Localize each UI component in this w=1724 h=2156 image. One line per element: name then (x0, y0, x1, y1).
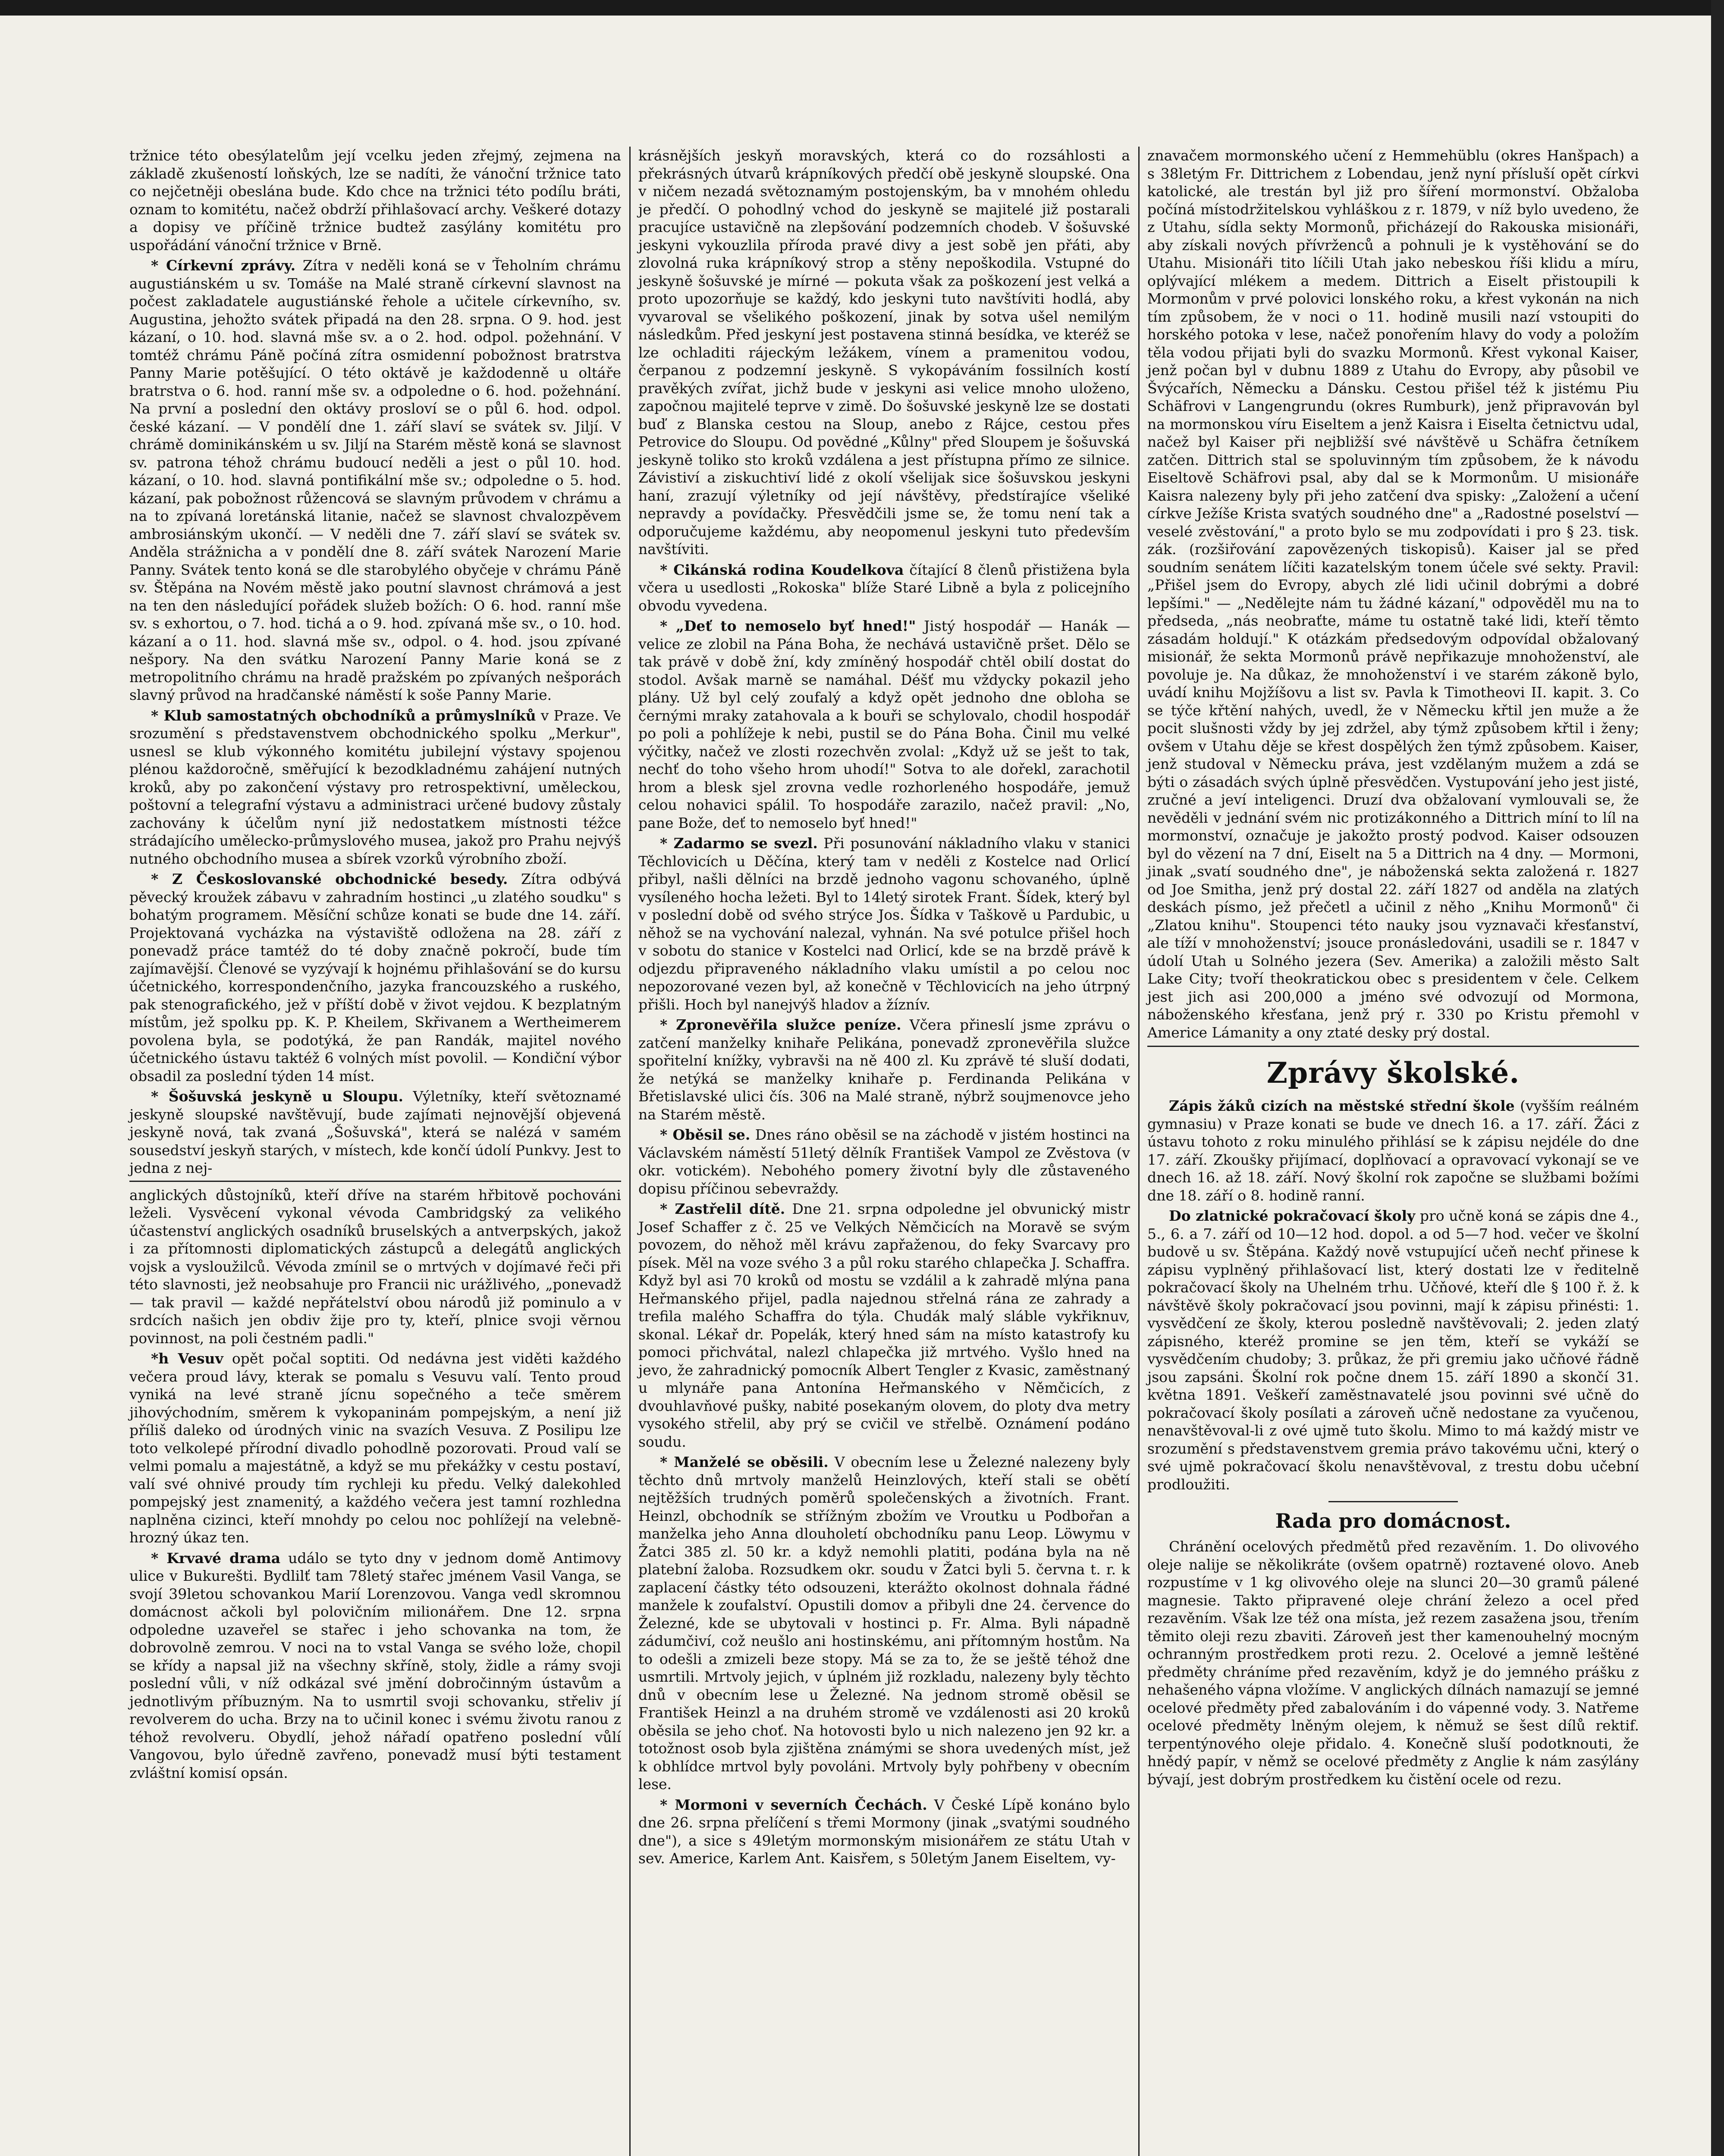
article-text: V České Lípě konáno bylo dne 26. srpna přelíčení s třemi Mormony (jinak „svatými soudného dne"), a sice s 49letým mormonským misionářem ze státu Utah v sev. Americe, Karlem Ant. Kaisřem, s 50letým Janem Eiseltem, vy- (638, 1796, 1130, 1867)
article-text: Zítra odbývá pěvecký kroužek zábavu v zahradním hostinci „u zlatého soudku" s bohatým programem. Měsíční schůze konati se bude dne 14. září. Projektovaná vycházka na výstaviště odložena na 28. září z ponevadž práce tamtéž do té doby značně pokročí, bude tím zajímavější. Členové se vyzývají k hojnému přihlašování se do kursu účetnického, korrespondenčního, jazyka francouzského a ruského, pak stenografického, jež v příští době v život vejdou. K bezplatným místům, jež spolku pp. K. P. Kheilem, Skřivanem a Wertheimerem povolena byla, se podotýká, že pan Randák, majitel nového účetnického ústavu taktéž 6 volných míst povolil. — Kondiční výbor obsadil za poslední týden 14 míst. (129, 871, 621, 1084)
article-text: krásnějších jeskyň moravských, která co do rozsáhlosti a překrásných útvarů krápníkových předčí obě jeskyně sloupské. Ona v ničem nezadá světoznamým postojenským, ba v mnohém ohledu je předčí. O pohodlný vchod do jeskyně se majitelé již postarali pracujíce ustavičně na zlepšování podzemních chodeb. V šošuvské jeskyni vykouzlila příroda pravé divy a jest sobě jen přáti, aby zlovolná ruka krápníkový strop a stěny nepoškodila. Vstupné do jeskyně šošuvské je mírné — pokuta však za poškození jest velká a proto upozorňuje se každý, kdo jeskyni tuto navštíviti hodlá, aby vyvaroval se všelikého poškození, jinak by sotva ušel nemilým následkům. Před jeskyní jest postavena stinná besídka, ve kteréž se lze ochladiti rájeckým ležákem, vínem a pramenitou vodou, čerpanou z podzemní jeskyně. S vykopáváním fossilních kostí pravěkých zvířat, jichž bude v jeskyni asi velice mnoho uloženo, započnou majitelé teprve v zimě. Do šošuvské jeskyně lze se dostati buď z Blanska cestou na Sloup, anebo z Rájce, cestou přes Petrovice do Sloupu. Od povědné „Kůlny" před Sloupem je šošuvská jeskyně toliko sto kroků vzdálena a jest přístupna přímo ze silnice. Závistiví a ziskuchtiví lidé z okolí všelijak sice šošuvskou jeskyni haní, zrazují výletníky od její návštěvy, předstírajíce všeliké nepravdy a povídačky. Přesvědčili jsme se, že tomu není tak a odporučujeme každému, aby neopomenul jeskyni tuto především navštíviti. (638, 147, 1130, 558)
article (638, 617, 1130, 832)
section-heading-school-news: Zprávy školské. (1266, 1056, 1520, 1090)
column-3 (1147, 147, 1639, 1791)
article-text: V obecním lese u Železné nalezeny byly těchto dnů mrtvoly manželů Heinzlových, kteří stali se obětí nejtěžších trudných poměrů společenských a životních. Frant. Heinzl, obchodník se střížným zbožím ve Vroutku u Podbořan a manželka jeho Anna dlouholetí obchodníku panu Leop. Löwymu v Žatci 385 zl. 50 kr. a když nemohli platiti, podána byla na ně platební žaloba. Rozsudkem okr. soudu v Žatci byli 5. června t. r. k zaplacení částky této odsouzeni, kterážto okolnost dohnala řádné manžele k zoufalství. Opustili domov a přibyli dne 24. července do Železné, kde se ubytovali v hostinci p. Fr. Alma. Byli nápadně zádumčiví, což neušlo ani hostinskému, ani přítomným hostům. Na to odešli a zmizeli beze stopy. Má se za to, že se ještě téhož dne usmrtili. Mrtvoly jejich, v úplném již rozkladu, nalezeny byly těchto dnů v obecním lese u Železné. Na jednom stromě oběsil se František Heinzl a na druhém stromě ve vzdálenosti asi 20 kroků oběsila se jeho choť. Na hotovosti bylo u nich nalezeno jen 92 kr. a totožnost osob byla zjištěna známými se shora uvedených míst, jež k obhlídce mrtvol byly povoláni. Mrtvoly byly pohřbeny v obecním lese. (638, 1454, 1130, 1792)
article (129, 1350, 621, 1547)
article-text: opět počal soptiti. Od nedávna jest viděti každého večera proud lávy, kterak se pomalu s Vesuvu valí. Tento proud vyniká na levé straně jícnu sopečného a teče směrem jihovýchodním, směrem k vykopaninám pompejským, a není již příliš daleko od úrodných vinic na svazích Vesuva. Z Posilipu lze toto velkolepé přírodní divadlo pohodlně pozorovati. Proud valí se velmi pomalu a majestátně, a když se mu překážky v cestu postaví, valí své ohnivé proudy tím rychleji ku předu. Velký dalekohled pompejský jest znamenitý, a každého večera jest tamní rozhledna naplněna cizinci, kteří mnohdy po celou noc pohlížejí na velebně-hrozný úkaz ten. (129, 1350, 621, 1546)
article (129, 707, 621, 868)
article-text: (vyšším reálném gymnasiu) v Praze konati se bude ve dnech 16. a 17. září. Žáci z ústavu tohoto z roku minulého přihlásí se k zápisu nejdéle do dne 17. září. Zkoušky přijímací, doplňovací a opravovací vykonají se ve dnech 16. až 18. září. Nový školní rok započne se službami božími dne 18. září o 8. hodině ranní. (1147, 1097, 1639, 1204)
article (638, 1453, 1130, 1793)
article (638, 1126, 1130, 1197)
scan-edge-top (0, 0, 1724, 16)
article-text: Chránění ocelových předmětů před rezavěním. 1. Do olivového oleje nalije se několikráte (ovšem opatrně) roztavené olovo. Aneb rozpustíme v 1 kg olivového oleje na slunci 20—30 gramů pálené magnesie. Takto připravené oleje chrání železo a ocel před rezavěním. Však lze též ona místa, jež rezem zasažena jsou, třením těmito oleji rezu zbaviti. Zároveň jest ther kamenouhelný mocným ochranným prostředkem proti rezu. 2. Ocelové a jemně leštěné předměty chráníme před rezavěním, když je do jemného prášku z nehašeného vápna vložíme. V anglických dílnách namazují se jemné ocelové předměty před zabalováním i do vápenné vody. 3. Natřeme ocelové předměty lněným olejem, k němuž se šest dílů rektif. terpentýnového oleje přidalo. 4. Konečně sluší podotknouti, že hnědý papír, v němž se ocelové předměty z Anglie k nám zasýlány bývají, jest dobrým prostředkem ku čistění ocele od rezu. (1147, 1538, 1639, 1788)
article (638, 1200, 1130, 1451)
article-heading: * Zpronevěřila služce peníze. (660, 1016, 901, 1033)
article-text: Dne 21. srpna odpoledne jel obvunický mistr Josef Schaffer z č. 25 ve Velkých Němčicích na Moravě se svým povozem, do něhož měl krávu zapřaženou, do feky Svarcavy pro písek. Měl na voze svého 3 a půl roku starého chlapečka J. Schaffra. Když byl asi 70 kroků od mostu se vzdálil a k zahradě mlýna pana Heřmanského přijel, padla najednou střelná rána ze zahrady a trefila malého Schaffra do týla. Chudák malý sláble vykřiknuv, skonal. Lékař dr. Popelák, který hned sám na místo katastrofy ku pomoci přichvátal, nalezl chlapečka již mrtvého. Vyšlo hned na jevo, že zahradnický pomocník Albert Tengler z Kvasic, zaměstnaný u mlynáře pana Antonína Heřmanského v Němčicích, z dvouhlavňové pušky, nabité posekaným olovem, do ploty dva metry vysokého střelil, aby prý se cvičil ve střelbě. Oznámení podáno soudu. (638, 1200, 1130, 1450)
article (638, 1016, 1130, 1123)
article-heading: * Klub samostatných obchodníků a průmyslníků (151, 707, 536, 724)
article-text: Při posunování nákladního vlaku v stanici Těchlovicích u Děčína, který tam v neděli z Kostelce nad Orlicí přibyl, našli dělníci na brzdě jednoho vagonu schovaného, úplně vysíleného hocha ležeti. Byl to 14letý sirotek Frant. Šídek, který byl v poslední době od svého strýce Jos. Šídka v Taškově u Pardubic, u něhož se na vychování nalezal, vyhnán. Na své potulce přišel hoch v sobotu do stanice v Kostelci nad Orlicí, kde se na brzdě právě k odjezdu připraveného nákladního vlaku umístil a po celou noc nepozorované vezen byl, až konečně v Těchlovicích na jeho útrpný přišli. Hoch byl nanejvýš hladov a žíznív. (638, 835, 1130, 1013)
article-heading: * Mormoni v severních Čechách. (660, 1796, 927, 1813)
article-text: Výletníky, kteří světoznamé jeskyně sloupské navštěvují, bude zajímati nejnovější objevená jeskyně nová, tak zvaná „Šošuvská", která se nalézá v samém sousedství jeskyň starých, v místech, kde končí údolí Punkvy. Jest to jedna z nej- (129, 1088, 621, 1176)
article (1147, 1207, 1639, 1493)
column-1 (129, 147, 621, 1784)
article-text: Zítra v neděli koná se v Ťeholním chrámu augustiánském u sv. Tomáše na Malé straně církevní slavnost na počest zakladatele augustiánské řehole a učitele církevního, sv. Augustina, jehožto svátek připadá na den 28. srpna. O 9. hod. jest kázaní, o 10. hod. slavná mše sv. a o 2. hod. odpol. požehnání. V tomtéž chrámu Páně počíná zítra osmidenní pobožnost bratrstva Panny Marie potěšující. O této oktávě je každodenně u oltáře bratrstva o 6. hod. ranní mše sv. a odpoledne o 6. hod. požehnání. Na první a poslední den oktávy prosloví se o půl 6. hod. odpol. české kázaní. — V pondělí dne 1. září slaví se svátek sv. Jiljí. V chrámě dominikánském u sv. Jiljí na Starém městě koná se slavnost sv. patrona téhož chrámu budoucí neděli a jest o půl 10. hod. kázaní, o 10. hod. slavná pontifikální mše sv.; odpoledne o 5. hod. kázaní, pak pobožnost růžencová se slavným průvodem v chrámu a na to zpívaná loretánská litanie, načež se slavnost chvalozpěvem ambrosiánským ukončí. — V neděli dne 7. září slaví se svátek sv. Anděla strážnicha a v pondělí dne 8. září svátek Narození Marie Panny. Svátek tento koná se dle starobylého obyčeje v chrámu Páně sv. Štěpána na Novém městě jako poutní slavnost chrámová a jest na ten den následující pořádek služeb božích: O 6. hod. ranní mše sv. s exhortou, o 7. hod. tichá a o 9. hod. zpívaná mše sv., o 10. hod. kázaní a o 11. hod. slavná mše sv., odpol. o 4. hod. jsou zpívané nešpory. Na den svátku Narození Panny Marie koná se z metropolitního chrámu na hradě pražském po zpívaných nešporách slavný průvod na hradčanské náměstí k soše Panny Marie. (129, 257, 621, 703)
article-text: pro učně koná se zápis dne 4., 5., 6. a 7. září od 10—12 hod. dopol. a od 5—7 hod. večer ve školní budově u sv. Štěpána. Každý nově vstupující učeň nechť přinese k zápisu vyplněný přihlašovací list, který dostati lze v ředitelně pokračovací školy na Uhelném trhu. Učňové, kteří dle § 100 ř. ž. k návštěvě školy pokračovací jsou povinni, mají k zápisu přinésti: 1. vysvědčení ze školy, kterou posledně navštěvovali; 2. jeden zlatý zápisného, kteréž promine se jen těm, kteří se vykáží se vysvědčením chudoby; 3. průkaz, že při gremiu jako učňové řádně jsou zapsáni. Školní rok počne dnem 15. září 1890 a skončí 31. května 1891. Veškeří zaměstnavatelé jsou povinni své učně do pokračovací školy posílati a zároveň učně nedostane za vyučenou, nenavštěvoval-li z ové ujmě tuto školu. Mimo to má každý mistr ve srozumění s představenstvem gremia právo takovému učni, který o své ujmě pokračovací školu nenavštěvoval, z trestu dobu učební prodloužiti. (1147, 1207, 1639, 1493)
article-text: v Praze. Ve srozumění s představenstvem obchodnického spolku „Merkur", usnesl se klub výkonného komitétu jubilejní výstavy spojenou plénou každoročně, směřující k bezodkladnému zahájení nutných kroků, aby po zakončení výstavy pro retrospektivní, uměleckou, poštovní a telegrafní výstavu a administraci určené budovy zůstaly zachovány k účelům nyní již nedostatkem místnosti téžce strádajícího umělecko-průmyslového musea, jakož pro Prahu nejvýš nutného obchodního musea a sbírek vzorků výrobního zboží. (129, 707, 621, 867)
article (638, 1796, 1130, 1868)
article-heading: * Oběsil se. (660, 1126, 751, 1143)
column-divider (1138, 147, 1140, 2156)
article-heading: * Šošuvská jeskyně u Sloupu. (151, 1088, 404, 1105)
newspaper-page (129, 147, 1639, 2156)
article-heading: * „Deť to nemoselo byť hned!" (660, 617, 916, 634)
article-heading: * Z Českoslovanské obchodnické besedy. (151, 871, 508, 887)
article (129, 257, 621, 704)
article-heading: *h Vesuv (151, 1350, 223, 1367)
article-text: znavačem mormonského učení z Hemmehüblu (okres Hanšpach) a s 38letým Fr. Dittrichem z Lobendau, jenž nyní přísluší opět církvi katolické, ale trestán byl již pro šíření mormonství. Obžaloba počíná místodržitelskou vyhláškou z r. 1879, v níž bylo uvedeno, že z Utahu, sídla sekty Mormonů, přicházejí do Rakouska misionáři, aby získali nových přívrženců a pohnuli je k vystěhování se do Utahu. Misionáři tito líčili Utah jako nebeskou říši klidu a míru, oplývající mlékem a medem. Dittrich a Eiselt přistoupili k Mormonům v prvé polovici lonského roku, a křest vykonán na nich tím způsobem, že v noci o 11. hodině musili nazí vstoupiti do horského potoka v lese, načež ponořením hlavy do vody a položím těla vodou přijati byli do svazku Mormonů. Křest vykonal Kaiser, jenž počan byl v dubnu 1889 z Utahu do Evropy, aby působil ve Švýcařích, Německu a Dánsku. Cestou přišel též k jistému Piu Schäfrovi v Langengrundu (okres Rumburk), jenž připravován byl na mormonskou víru Eiseltem a jenž Kaisra i Eiselta četnictvu udal, načež byl Kaiser při nejbližší své návštěvě u Schäfra četníkem zatčen. Dittrich stal se spoluvinným tím způsobem, že k návodu Eiseltově Schäfrovi psal, aby dal se k Mormonům. U misionáře Kaisra nalezeny byly při jeho zatčení dva spisky: „Založení a učení církve Ježíše Krista svatých soudného dne" a „Radostné poselství — veselé zvěstování," a proto bylo se mu zodpovídati i pro § 23. tisk. zák. (rozšiřování zapovězených tiskopisů). Kaiser jal se před soudním senátem líčiti kazatelským tonem účele své sekty. Pravil: „Přišel jsem do Evropy, abych zlé lidi učinil dobrými a dobré lepšími." — „Nedělejte nám tu žádné kázaní," odpověděl mu na to předseda, „nás neobraťte, máme tu ostatně také lidi, kteří těmto zásadám holdují." K otázkám předsedovým odpovídal obžalovaný misionář, že sekta Mormonů právě nepřikazuje mnohoženství, ale povoluje je. Na důkaz, že mnohoženství i ve starém zákoně bylo, uvádí knihu Mojžíšovu a list sv. Pavla k Timotheovi II. kapit. 3. Co se týče křtění nahých, uvedl, že v Německu křtil jen muže a že pocit slušnosti vždy by jej zdržel, aby týmž způsobem křtil i ženy; ovšem v Utahu děje se křest dospělých žen týmž způsobem. Kaiser, jenž studoval v Německu práva, jest vzdělaným mužem a zdá se býti o zásadách svých úplně přesvědčen. Vystupování jeho jest jisté, zručné a jeví inteligenci. Druzí dva obžalovaní vymlouvali se, že nevěděli v jednání svém nic protizákonného a Dittrich míní to líl na mormonství, označuje je jakožto prostý podvod. Kaiser odsouzen byl do vězení na 7 dní, Eiselt na 5 a Dittrich na 4 dny. — Mormoni, jinak „svatí soudného dne", je náboženská sekta založená r. 1827 od Joe Smitha, jenž prý dostal 22. září 1827 od anděla na zlatých deskách písmo, jež přečetl a učinil z něho „Knihu Mormonů" či „Zlatou knihu". Stoupenci této nauky jsou vyznavači křesťanství, ale tíží v mnohoženství; jsouce pronásledováni, usadili se r. 1847 v údolí Utah u Solného jezera (Sev. Amerika) a založili město Salt Lake City; tvoří theokratickou obec s presidentem v čele. Celkem jest jich asi 200,000 a jméno své odvozují od Mormona, náboženského křesťana, jenž prý r. 330 po Kristu přemohl v Americe Lámanity a ony ztaté desky prý dostal. (1147, 147, 1639, 1041)
article-heading: * Zastřelil dítě. (660, 1200, 785, 1217)
article-text: Jistý hospodář — Hanák — velice ze zlobil na Pána Boha, že nechává ustavičně pršet. Dělo se tak právě v době žní, kdy zmíněný hospodář chtěl obilí dostat do stodol. Avšak marně se namáhal. Déšť mu vždycky pokazil jeho plány. Už byl celý zoufalý a když opět jednoho dne obloha se černými mraky zatahovala a k bouři se schylovalo, chodil hospodář po poli a pohlížeje k nebi, pustil se do Pána Boha. Činil mu velké výčitky, načež ve zlosti rozechvěn zvolal: „Když už se ješt to tak, nechť do toho všeho hrom uhodí!" Sotva to ale dořekl, zarachotil hrom a blesk sjel zrovna vedle rozhorleného hospodáře, jemuž celou nohavici spálil. To hospodáře zarazilo, načež pravil: „No, pane Bože, deť to nemoselo byť hned!" (638, 617, 1130, 831)
section-heading-household-advice: Rada pro domácnost. (1275, 1509, 1511, 1532)
section-divider (129, 1181, 621, 1182)
column-2 (638, 147, 1130, 1870)
article (638, 834, 1130, 1013)
article-text: anglických důstojníků, kteří dříve na starém hřbitově pochováni leželi. Vysvěcení vykonal vévoda Cambridgský za velikého účastenství anglických osadníků bruselských a antverpských, jakož i za přítomnosti diplomatických zástupců a delegátů anglických vojsk a vysloužilců. Vévoda zmínil se o mrtvých v dojímavé řeči při této slavnosti, jež neobsahuje pro Francii nic urážlivého, „ponevadž — tak pravil — každé nepřátelství obou národů již pominulo a v srdcích našich jen obdiv žije pro ty, kteří, plnice svoji věrnou povinnost, na poli čestném padli." (129, 1186, 621, 1347)
article (129, 1549, 621, 1782)
article-text: událo se tyto dny v jednom domě Antimovy ulice v Bukurešti. Bydlilť tam 78letý stařec jménem Vasil Vanga, se svojí 39letou schovankou Marií Lorenzovou. Vanga vedl skromnou domácnost ačkoli byl polovičním milionářem. Dne 12. srpna odpoledne uzaveřel se stařec i jeho schovanka na tom, že dobrovolně zemrou. V noci na to vstal Vanga se svého lože, chopil se křídy a napsal již na všechny skříně, stoly, židle a rámy svoji poslední vůli, v níž odkázal své jmění dobročinným ústavům a jednotlivým příbuzným. Na to usmrtil svoji schovanku, střeliv jí revolverem do ucha. Brzy na to učinil konec i svému životu ranou z téhož revolveru. Obydlí, jehož nářadí opatřeno poslední vůlí Vangovou, bylo úředně zavřeno, ponevadž musí býti testament zvláštní komisí opsán. (129, 1549, 621, 1781)
article-heading: * Krvavé drama (151, 1549, 281, 1567)
article-heading: * Manželé se oběsili. (660, 1454, 829, 1470)
article (638, 561, 1130, 615)
article-text: čítající 8 členů přistižena byla včera u usedlosti „Rokoska" blíže Staré Libně a byla z policejního obvodu vyvedena. (638, 561, 1130, 614)
article (129, 1087, 621, 1177)
article (129, 870, 621, 1085)
article (1147, 1097, 1639, 1204)
article-text: Včera přineslí jsme zprávu o zatčení manželky knihaře Pelikána, ponevadž zpronevěřila služce spořitelní knížky, vybravši na ně 400 zl. Ku zprávě té sluší dodati, že netýká se manželky knihaře p. Ferdinanda Pelikána v Břetislavské ulici čís. 306 na Malé straně, nýbrž soujmenovce jeho na Starém městě. (638, 1016, 1130, 1123)
article-heading: * Zadarmo se svezl. (660, 835, 818, 852)
article-heading: Zápis žáků cizích na městské střední škole (1169, 1097, 1515, 1114)
section-divider (1328, 1501, 1458, 1502)
article-heading: Do zlatnické pokračovací školy (1169, 1207, 1416, 1224)
article-heading: * Církevní zprávy. (151, 257, 296, 274)
article-text: tržnice této obesýlatelům její vcelku jeden zřejmý, zejmena na základě zkušeností loňských, lze se nadíti, že vánoční tržnice tato co nejčetněji obeslána bude. Kdo chce na tržnici této podílu bráti, oznam to komitétu, načež obdrží přihlašovací archy. Veškeré dotazy a dopisy ve příčině tržnice budtež zasýlány komitétu pro uspořádání vánoční tržnice v Brně. (129, 147, 621, 254)
column-divider (629, 147, 631, 2156)
scan-edge-right (1711, 0, 1724, 2156)
section-divider (1147, 1046, 1639, 1047)
article-text: Dnes ráno oběsil se na záchodě v jistém hostinci na Václavském náměstí 51letý dělník František Vampol ze Zvěstova (v okr. votickém). Nebohého pomery životní byly dle zůstaveného dopisu příčinou sebevraždy. (638, 1126, 1130, 1197)
article-heading: * Cikánská rodina Koudelkova (660, 561, 904, 578)
